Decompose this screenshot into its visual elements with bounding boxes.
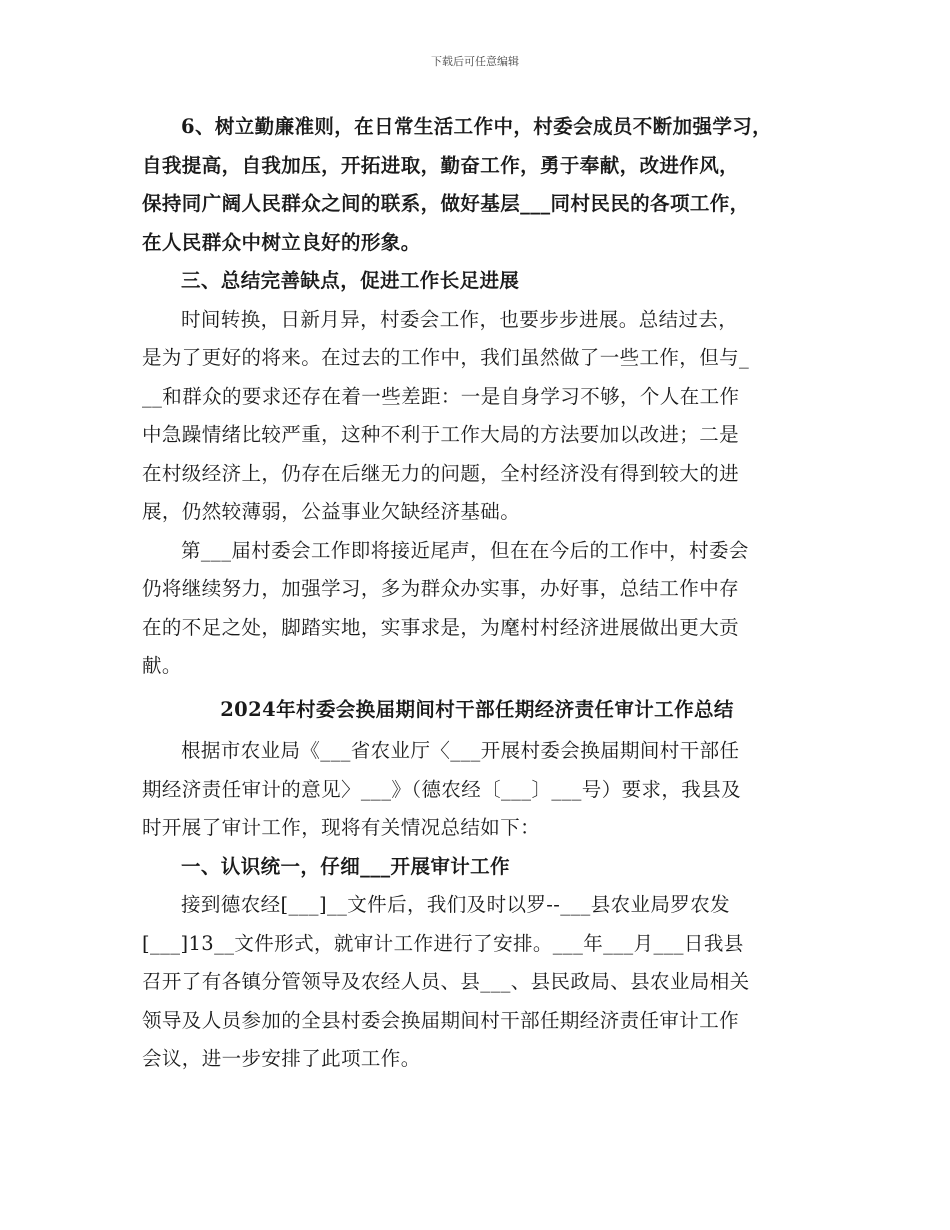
- heading-text: 一、认识统一，仔细___开展审计工作: [181, 854, 510, 878]
- page-header: 下载后可任意编辑: [431, 55, 519, 68]
- text-line: 中急躁情绪比较严重，这种不利于工作大局的方法要加以改进；二是: [142, 423, 740, 446]
- paragraph-intro: [142, 732, 812, 848]
- paragraph-arrangement: [142, 886, 812, 1079]
- paragraph-integrity-rule: [142, 108, 812, 262]
- text-line: 仍将继续努力，加强学习，多为群众办实事，办好事，总结工作中存: [142, 577, 740, 600]
- text-line: 根据市农业局《___省农业厅〈___开展村委会换届期间村干部任: [181, 739, 740, 762]
- text-line: 6、树立勤廉准则，在日常生活工作中，村委会成员不断加强学习，: [181, 115, 773, 138]
- text-line: 领导及人员参加的全县村委会换届期间村干部任期经济责任审计工作: [142, 1008, 740, 1032]
- paragraph-summary: [142, 301, 812, 532]
- section-heading-summary: [142, 262, 812, 301]
- text-line: 时间转换，日新月异，村委会工作，也要步步进展。总结过去，: [181, 307, 739, 331]
- text-line: __和群众的要求还存在着一些差距：一是自身学习不够，个人在工作: [142, 384, 740, 408]
- text-line: 在人民群众中树立良好的形象。: [142, 230, 421, 254]
- text-line: 时开展了审计工作，现将有关情况总结如下：: [142, 816, 541, 839]
- text-line: 献。: [142, 654, 182, 677]
- document-body: [142, 108, 812, 1079]
- text-line: 第___届村委会工作即将接近尾声，但在在今后的工作中，村委会: [181, 538, 749, 562]
- text-line: 在的不足之处，脚踏实地，实事求是，为麾村村经济进展做出更大贡: [142, 615, 740, 639]
- text-line: 召开了有各镇分管领导及农经人员、县___、县民政局、县农业局相关: [142, 970, 750, 993]
- document-title: 2024年村委会换届期间村干部任期经济责任审计工作总结: [220, 697, 734, 721]
- text-line: 在村级经济上，仍存在后继无力的问题，全村经济没有得到较大的进: [142, 461, 740, 485]
- text-line: 自我提高，自我加压，开拓进取，勤奋工作，勇于奉献，改进作风，: [142, 153, 740, 177]
- heading-text: 三、总结完善缺点，促进工作长足进展: [181, 269, 520, 292]
- text-line: [___]13__文件形式，就审计工作进行了安排。___年___月___日我县: [142, 931, 744, 955]
- text-line: 期经济责任审计的意见〉___》（德农经〔___〕___号）要求，我县及: [142, 777, 742, 801]
- text-line: 会议，进一步安排了此项工作。: [142, 1047, 421, 1070]
- paragraph-outlook: [142, 532, 812, 686]
- text-line: 是为了更好的将来。在过去的工作中，我们虽然做了一些工作，但与_: [142, 346, 750, 369]
- text-line: 展，仍然较薄弱，公益事业欠缺经济基础。: [142, 500, 521, 523]
- text-line: 接到德农经[___]__文件后，我们及时以罗--___县农业局罗农发: [181, 893, 730, 916]
- section-heading-understanding: [142, 848, 812, 887]
- text-line: 保持同广阔人民群众之间的联系，做好基层___同村民民的各项工作，: [142, 192, 750, 215]
